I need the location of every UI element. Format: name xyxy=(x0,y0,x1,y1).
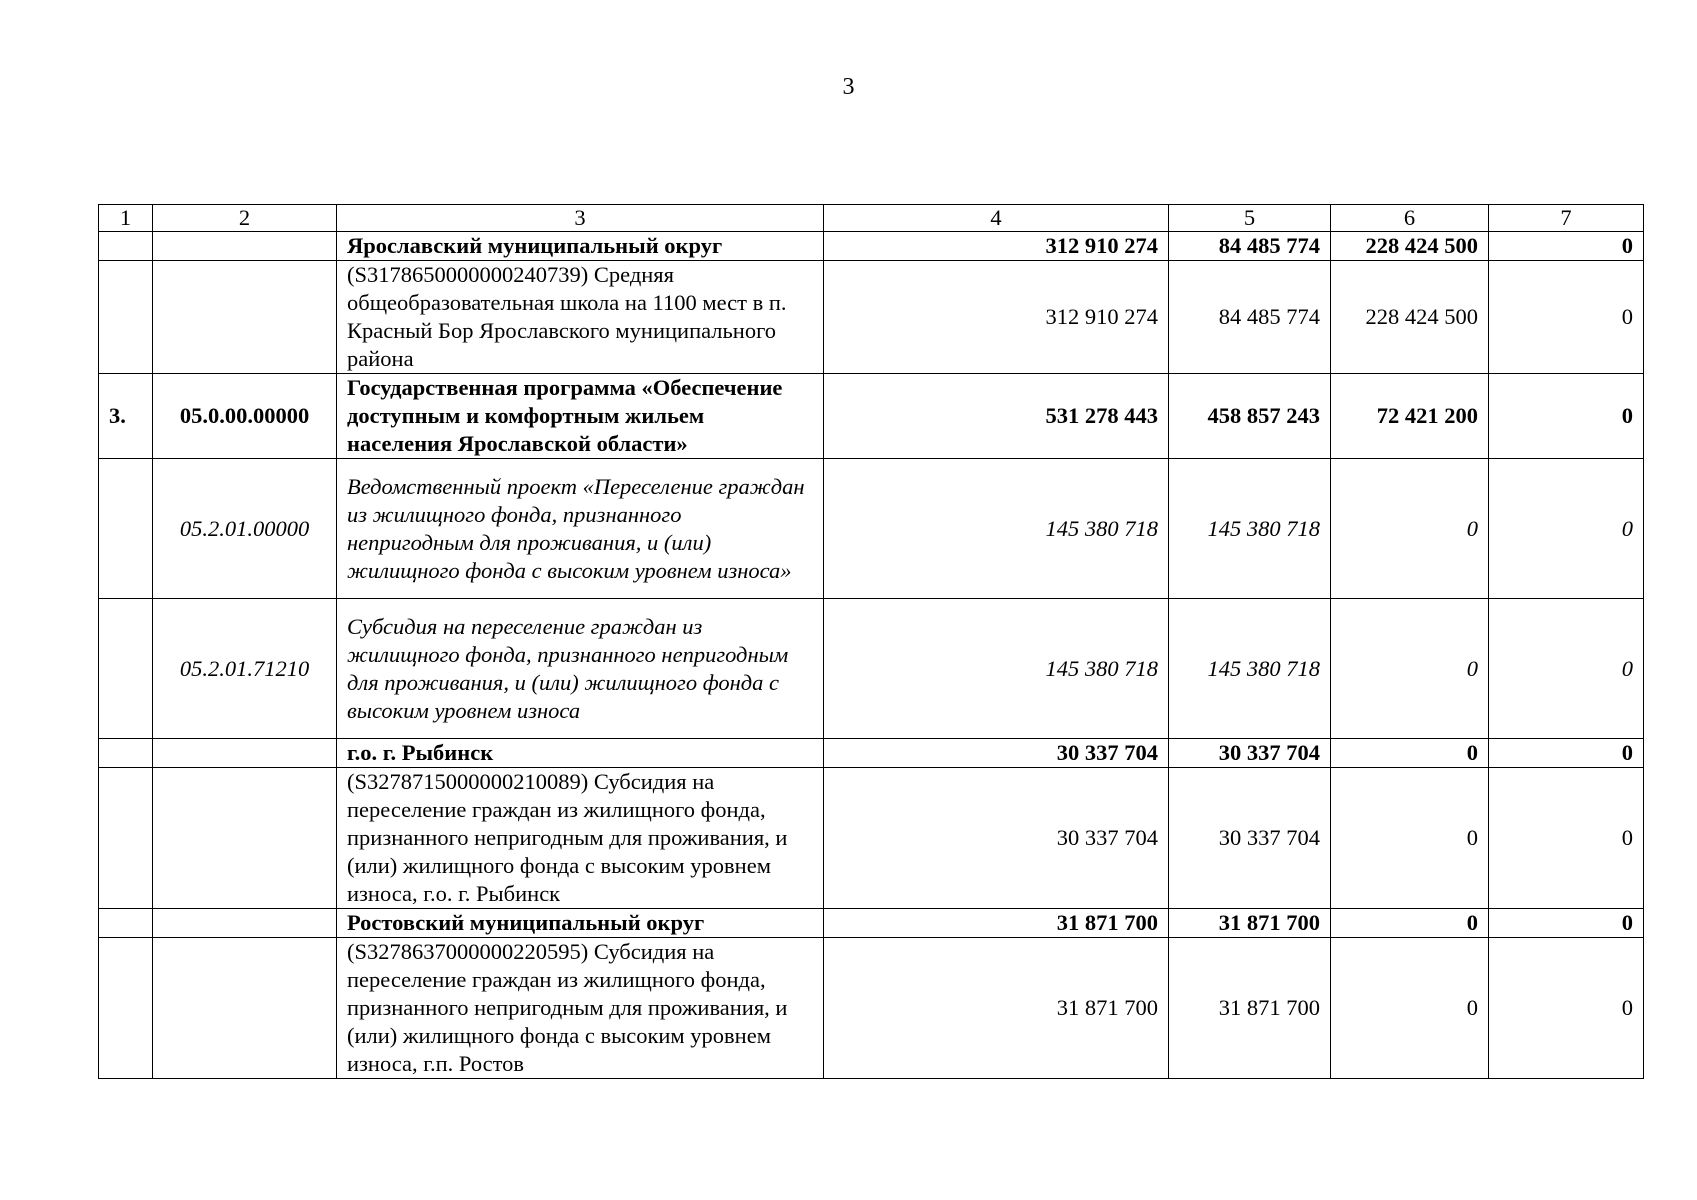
row-code xyxy=(153,739,337,768)
row-col6: 0 xyxy=(1331,599,1489,739)
table-header-row xyxy=(99,205,1644,232)
table-row xyxy=(99,599,1644,739)
row-col5: 30 337 704 xyxy=(1169,768,1331,909)
row-col6: 72 421 200 xyxy=(1331,374,1489,459)
row-col5: 84 485 774 xyxy=(1169,232,1331,261)
row-col6: 228 424 500 xyxy=(1331,261,1489,374)
row-code xyxy=(153,938,337,1079)
row-col7: 0 xyxy=(1489,599,1644,739)
row-col7: 0 xyxy=(1489,739,1644,768)
column-header-5: 5 xyxy=(1169,205,1331,232)
row-col6: 0 xyxy=(1331,459,1489,599)
row-col6: 0 xyxy=(1331,739,1489,768)
row-col7: 0 xyxy=(1489,909,1644,938)
row-code: 05.0.00.00000 xyxy=(153,374,337,459)
column-header-2: 2 xyxy=(153,205,337,232)
row-index xyxy=(99,909,153,938)
row-col4: 31 871 700 xyxy=(824,938,1169,1079)
row-col7: 0 xyxy=(1489,459,1644,599)
column-header-4: 4 xyxy=(824,205,1169,232)
row-index xyxy=(99,739,153,768)
row-col4: 145 380 718 xyxy=(824,459,1169,599)
row-code xyxy=(153,768,337,909)
column-header-3: 3 xyxy=(337,205,824,232)
budget-table xyxy=(98,204,1644,1079)
row-col4: 312 910 274 xyxy=(824,261,1169,374)
row-name: (S3178650000000240739) Средняя общеобразовательная школа на 1100 мест в п. Красный Бор Ярославского муниципального района xyxy=(337,261,824,374)
row-col5: 145 380 718 xyxy=(1169,459,1331,599)
row-code: 05.2.01.00000 xyxy=(153,459,337,599)
row-code xyxy=(153,909,337,938)
row-col7: 0 xyxy=(1489,374,1644,459)
row-index xyxy=(99,232,153,261)
table-row xyxy=(99,459,1644,599)
table-row xyxy=(99,739,1644,768)
table-row xyxy=(99,232,1644,261)
row-col6: 0 xyxy=(1331,938,1489,1079)
table-row xyxy=(99,374,1644,459)
row-name: Ведомственный проект «Переселение граждан из жилищного фонда, признанного непригодным для проживания, и (или) жилищного фонда с высоким уровнем износа» xyxy=(337,459,824,599)
row-name: г.о. г. Рыбинск xyxy=(337,739,824,768)
column-header-7: 7 xyxy=(1489,205,1644,232)
row-index xyxy=(99,938,153,1079)
row-name: (S3278715000000210089) Субсидия на переселение граждан из жилищного фонда, признанного непригодным для проживания, и (или) жилищного фонда с высоким уровнем износа, г.о. г. Рыбинск xyxy=(337,768,824,909)
row-col5: 145 380 718 xyxy=(1169,599,1331,739)
row-name: (S3278637000000220595) Субсидия на переселение граждан из жилищного фонда, признанного непригодным для проживания, и (или) жилищного фонда с высоким уровнем износа, г.п. Ростов xyxy=(337,938,824,1079)
row-index: 3. xyxy=(99,374,153,459)
row-col7: 0 xyxy=(1489,768,1644,909)
row-index xyxy=(99,599,153,739)
row-code xyxy=(153,261,337,374)
row-name: Государственная программа «Обеспечение доступным и комфортным жильем населения Ярославской области» xyxy=(337,374,824,459)
column-header-6: 6 xyxy=(1331,205,1489,232)
row-col4: 312 910 274 xyxy=(824,232,1169,261)
row-name: Ярославский муниципальный округ xyxy=(337,232,824,261)
row-col4: 30 337 704 xyxy=(824,739,1169,768)
row-index xyxy=(99,261,153,374)
row-col7: 0 xyxy=(1489,938,1644,1079)
row-col4: 531 278 443 xyxy=(824,374,1169,459)
row-col5: 458 857 243 xyxy=(1169,374,1331,459)
row-index xyxy=(99,459,153,599)
row-code: 05.2.01.71210 xyxy=(153,599,337,739)
row-code xyxy=(153,232,337,261)
row-col5: 31 871 700 xyxy=(1169,938,1331,1079)
table-row xyxy=(99,261,1644,374)
column-header-1: 1 xyxy=(99,205,153,232)
table-row xyxy=(99,768,1644,909)
row-col6: 0 xyxy=(1331,768,1489,909)
row-col4: 30 337 704 xyxy=(824,768,1169,909)
row-col4: 145 380 718 xyxy=(824,599,1169,739)
row-col4: 31 871 700 xyxy=(824,909,1169,938)
row-index xyxy=(99,768,153,909)
row-col7: 0 xyxy=(1489,261,1644,374)
row-col6: 0 xyxy=(1331,909,1489,938)
row-name: Субсидия на переселение граждан из жилищного фонда, признанного непригодным для проживания, и (или) жилищного фонда с высоким уровнем износа xyxy=(337,599,824,739)
row-col5: 31 871 700 xyxy=(1169,909,1331,938)
table-row xyxy=(99,938,1644,1079)
row-col5: 30 337 704 xyxy=(1169,739,1331,768)
row-col7: 0 xyxy=(1489,232,1644,261)
table-row xyxy=(99,909,1644,938)
row-col6: 228 424 500 xyxy=(1331,232,1489,261)
row-name: Ростовский муниципальный округ xyxy=(337,909,824,938)
row-col5: 84 485 774 xyxy=(1169,261,1331,374)
page-number: 3 xyxy=(842,74,855,100)
